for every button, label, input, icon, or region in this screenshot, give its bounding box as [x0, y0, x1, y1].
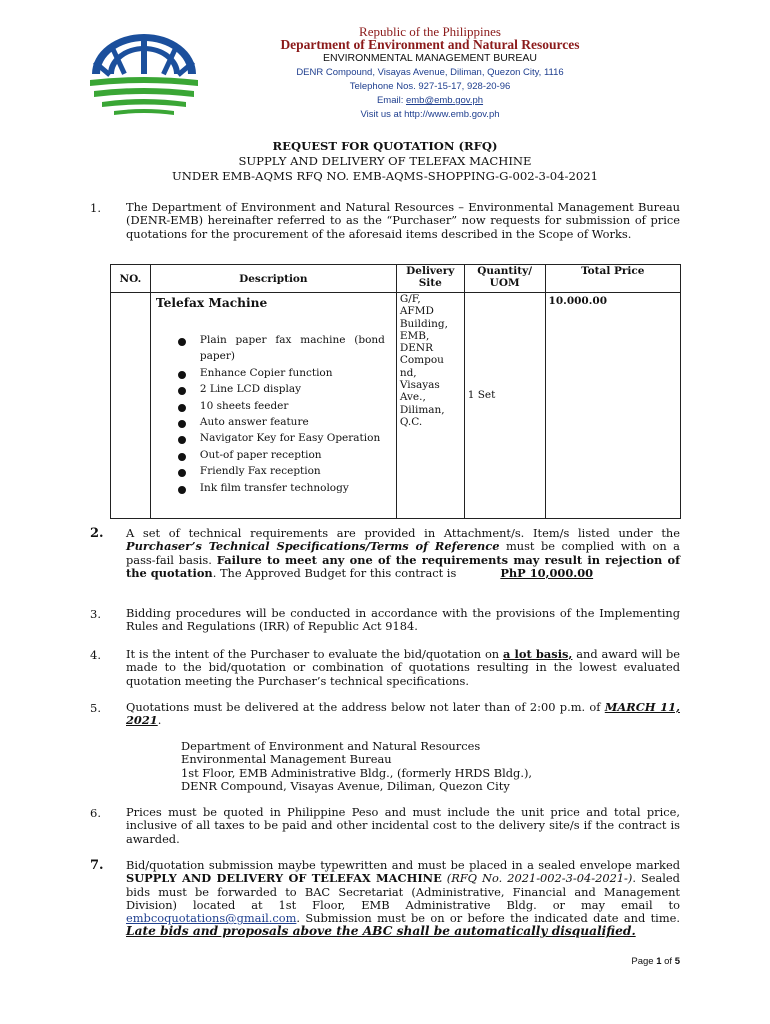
col-header-no: NO. [111, 265, 151, 293]
item-1-text: The Department of Environment and Natural Resources – Environmental Management Bureau (DENR-EMB) hereinafter referred to as the “Purchaser” now requests for submission of price quotations for the procurement of the aforesaid items described in the Scope of Works. [126, 200, 680, 241]
feature-list [154, 332, 393, 496]
list-item: 2 Line LCD display [154, 381, 385, 397]
cell-qty: 1 Set [464, 293, 545, 519]
col-header-site: Delivery Site [396, 265, 464, 293]
cell-site: G/F, AFMD Building, EMB, DENR Compou nd, Visayas Ave., Diliman, Q.C. [396, 293, 464, 519]
rfq-number: UNDER EMB-AQMS RFQ NO. EMB-AQMS-SHOPPING-G-002-3-04-2021 [172, 169, 598, 183]
item-4-number: 4. [90, 648, 101, 662]
item-2-number: 2. [90, 526, 104, 541]
list-item: Auto answer feature [154, 414, 385, 430]
delivery-address: Department of Environment and Natural Resources Environmental Management Bureau 1st Floor, EMB Administrative Bldg., (formerly HRDS Bldg.), DENR Compound, Visayas Avenue, Diliman, Quezon City [181, 739, 533, 793]
item-6-number: 6. [90, 806, 101, 820]
item-5-text: Quotations must be delivered at the address below not later than of 2:00 p.m. of MARCH 11, 2021. [126, 700, 680, 728]
item-3-text: Bidding procedures will be conducted in accordance with the provisions of the Implementing Rules and Regulations (IRR) of Republic Act 9184. [126, 606, 680, 634]
quotation-email-link[interactable]: embcoquotations@gmail.com [126, 911, 297, 926]
col-header-description: Description [150, 265, 396, 293]
list-item: Plain paper fax machine (bond paper) [154, 332, 385, 365]
bullet-icon [178, 371, 186, 379]
deadline: MARCH 11, 2021 [126, 700, 680, 728]
table-row [111, 293, 681, 519]
list-item: Enhance Copier function [154, 365, 385, 381]
item-4-text: It is the intent of the Purchaser to evaluate the bid/quotation on a lot basis, and award will be made to the bid/quotation or combination of quotations resulting in the lowest evaluated quotation meeting the Purchaser’s technical specifications. [126, 647, 680, 688]
email-link[interactable]: emb@emb.gov.ph [405, 95, 484, 106]
item-7-number: 7. [90, 858, 104, 873]
list-item: 10 sheets feeder [154, 398, 385, 414]
item-5-number: 5. [90, 701, 101, 715]
rfq-title: REQUEST FOR QUOTATION (RFQ) [272, 139, 498, 153]
item-6-text: Prices must be quoted in Philippine Peso and must include the unit price and total price, inclusive of all taxes to be paid and other incidental cost to the delivery site/s if the contract is awarded. [126, 805, 680, 846]
logo-blue-arc [92, 34, 196, 77]
page-footer: Page 1 of 5 [631, 956, 680, 967]
bullet-icon [178, 404, 186, 412]
rfq-subtitle: SUPPLY AND DELIVERY OF TELEFAX MACHINE [238, 154, 532, 168]
item-1-number: 1. [90, 201, 101, 215]
bullet-icon [178, 420, 186, 428]
bullet-icon [178, 338, 186, 346]
header-website: Visit us at http://www.emb.gov.ph [360, 109, 500, 120]
header-email [200, 95, 660, 106]
item-title: Telefax Machine [155, 296, 268, 310]
bullet-icon [178, 387, 186, 395]
item-7-text: Bid/quotation submission maybe typewritten and must be placed in a sealed envelope marked SUPPLY AND DELIVERY OF TELEFAX MACHINE (RFQ No. 2021-002-3-04-2021-). Sealed bids must be forwarded to BAC Secretariat (Administrative, Financial and Management Division) located at 1st Floor, EMB Administrative Bldg. or may email to embcoquotations@gmail.com. Submission must be on or before the indicated date and time. Late bids and proposals above the ABC shall be automatically disqualified. [126, 858, 680, 939]
logo-green-waves [90, 77, 198, 115]
header-department: Department of Environment and Natural Resources [280, 37, 580, 52]
bullet-icon [178, 453, 186, 461]
header-republic: Republic of the Philippines [359, 24, 501, 39]
scope-table [110, 264, 681, 519]
bullet-icon [178, 469, 186, 477]
denr-logo [88, 30, 200, 116]
item-3-number: 3. [90, 607, 101, 621]
header-bureau: ENVIRONMENTAL MANAGEMENT BUREAU [323, 52, 537, 64]
list-item: Out-of paper reception [154, 447, 385, 463]
email-label: Email: [376, 95, 406, 106]
header-telephone: Telephone Nos. 927-15-17, 928-20-96 [349, 81, 511, 92]
abc-amount: PhP 10,000.00 [500, 565, 594, 580]
cell-price: 10.000.00 [545, 293, 680, 519]
bullet-icon [178, 486, 186, 494]
bullet-icon [178, 436, 186, 444]
col-header-price: Total Price [545, 265, 680, 293]
list-item: Navigator Key for Easy Operation [154, 430, 385, 446]
list-item: Friendly Fax reception [154, 463, 385, 479]
cell-no [111, 293, 151, 519]
list-item: Ink film transfer technology [154, 480, 385, 496]
item-2-text: A set of technical requirements are provided in Attachment/s. Item/s listed under the Purchaser’s Technical Specifications/Terms of Reference must be complied with on a pass-fail basis. Failure to meet any one of the requirements may result in rejection of the quotation. The Approved Budget for this contract is PhP 10,000.00 [126, 526, 680, 580]
header-address: DENR Compound, Visayas Avenue, Diliman, Quezon City, 1116 [296, 67, 564, 78]
col-header-qty: Quantity/ UOM [464, 265, 545, 293]
cell-description [150, 293, 396, 519]
